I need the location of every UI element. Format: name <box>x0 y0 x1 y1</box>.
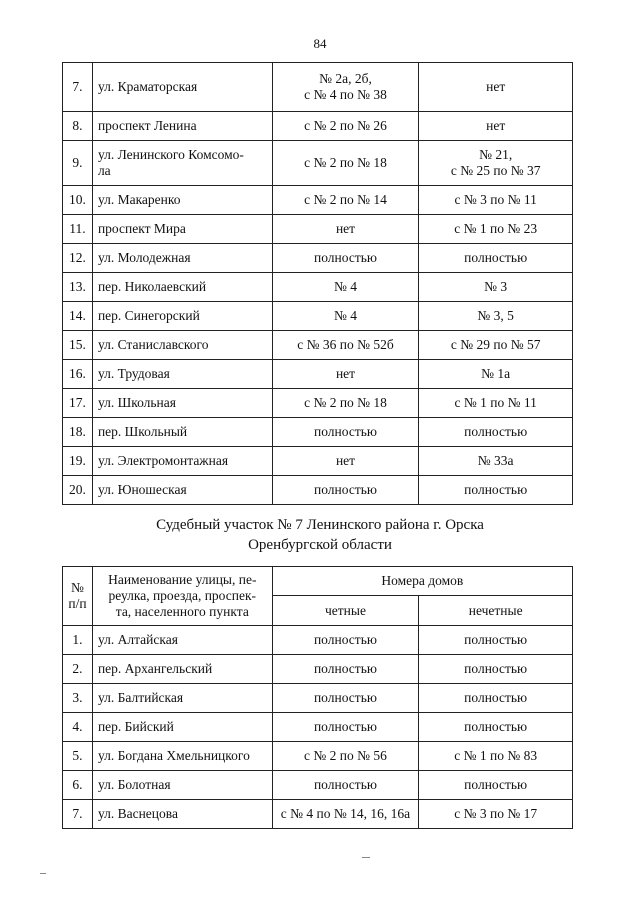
odd-houses: с № 1 по № 83 <box>419 742 573 771</box>
header-num: № п/п <box>63 567 93 626</box>
table-row <box>63 331 573 360</box>
odd-houses: № 21, с № 25 по № 37 <box>419 141 573 186</box>
odd-houses: № 3, 5 <box>419 302 573 331</box>
even-houses: полностью <box>272 684 419 713</box>
odd-houses: полностью <box>419 713 573 742</box>
odd-houses: № 3 <box>419 273 573 302</box>
section-heading-line1: Судебный участок № 7 Ленинского района г. Орска <box>156 517 484 533</box>
table-row <box>63 141 573 186</box>
row-number: 12. <box>63 244 93 273</box>
odd-houses: полностью <box>419 476 573 505</box>
street-name: пер. Школьный <box>92 418 272 447</box>
table-row <box>63 360 573 389</box>
odd-houses: № 1а <box>419 360 573 389</box>
even-houses: с № 2 по № 56 <box>272 742 419 771</box>
street-name: проспект Мира <box>92 215 272 244</box>
even-houses: полностью <box>272 626 419 655</box>
row-number: 16. <box>63 360 93 389</box>
even-houses: № 2а, 2б, с № 4 по № 38 <box>272 63 419 112</box>
odd-houses: полностью <box>419 418 573 447</box>
even-houses: нет <box>272 215 419 244</box>
row-number: 3. <box>63 684 93 713</box>
even-houses: № 4 <box>272 302 419 331</box>
row-number: 7. <box>63 800 93 829</box>
row-number: 2. <box>63 655 93 684</box>
header-even: четные <box>272 596 419 626</box>
street-table-2-header <box>63 567 573 626</box>
row-number: 5. <box>63 742 93 771</box>
even-houses: полностью <box>272 418 419 447</box>
street-name: ул. Трудовая <box>92 360 272 389</box>
even-houses: полностью <box>272 244 419 273</box>
table-row <box>63 244 573 273</box>
table-row <box>63 684 573 713</box>
street-name: ул. Балтийская <box>92 684 272 713</box>
even-houses: полностью <box>272 655 419 684</box>
even-houses: с № 2 по № 18 <box>272 389 419 418</box>
even-houses: нет <box>272 360 419 389</box>
odd-houses: с № 3 по № 17 <box>419 800 573 829</box>
even-houses: нет <box>272 447 419 476</box>
street-name: ул. Болотная <box>92 771 272 800</box>
street-name: ул. Алтайская <box>92 626 272 655</box>
even-houses: с № 2 по № 14 <box>272 186 419 215</box>
header-houses: Номера домов <box>272 567 572 596</box>
row-number: 7. <box>63 63 93 112</box>
street-table-1 <box>62 62 573 505</box>
odd-houses: полностью <box>419 655 573 684</box>
street-name: ул. Школьная <box>92 389 272 418</box>
street-name: ул. Молодежная <box>92 244 272 273</box>
even-houses: с № 36 по № 52б <box>272 331 419 360</box>
row-number: 14. <box>63 302 93 331</box>
row-number: 20. <box>63 476 93 505</box>
odd-houses: с № 29 по № 57 <box>419 331 573 360</box>
scan-mark <box>40 873 46 874</box>
street-name: ул. Ленинского Комсомо- ла <box>92 141 272 186</box>
odd-houses: полностью <box>419 626 573 655</box>
table-row <box>63 713 573 742</box>
street-table-1-body <box>63 63 573 505</box>
street-name: ул. Электромонтажная <box>92 447 272 476</box>
row-number: 13. <box>63 273 93 302</box>
page-number: 84 <box>313 36 327 51</box>
street-table-2 <box>62 566 573 829</box>
table-row <box>63 112 573 141</box>
odd-houses: с № 1 по № 11 <box>419 389 573 418</box>
header-odd: нечетные <box>419 596 573 626</box>
odd-houses: полностью <box>419 684 573 713</box>
table-row <box>63 742 573 771</box>
odd-houses: полностью <box>419 771 573 800</box>
section-heading-line2: Оренбургской области <box>248 537 392 553</box>
table-row <box>63 771 573 800</box>
street-name: ул. Юношеская <box>92 476 272 505</box>
table-row <box>63 626 573 655</box>
row-number: 19. <box>63 447 93 476</box>
table-row <box>63 302 573 331</box>
street-name: пер. Архангельский <box>92 655 272 684</box>
even-houses: полностью <box>272 771 419 800</box>
even-houses: с № 2 по № 26 <box>272 112 419 141</box>
row-number: 1. <box>63 626 93 655</box>
row-number: 8. <box>63 112 93 141</box>
even-houses: полностью <box>272 713 419 742</box>
even-houses: с № 2 по № 18 <box>272 141 419 186</box>
table-row <box>63 476 573 505</box>
table-row <box>63 273 573 302</box>
street-name: ул. Краматорская <box>92 63 272 112</box>
header-name: Наименование улицы, пе- реулка, проезда, проспек- та, населенного пункта <box>92 567 272 626</box>
row-number: 10. <box>63 186 93 215</box>
row-number: 17. <box>63 389 93 418</box>
odd-houses: нет <box>419 112 573 141</box>
street-name: ул. Богдана Хмельницкого <box>92 742 272 771</box>
odd-houses: с № 3 по № 11 <box>419 186 573 215</box>
street-name: пер. Синегорский <box>92 302 272 331</box>
odd-houses: нет <box>419 63 573 112</box>
odd-houses: полностью <box>419 244 573 273</box>
table-row <box>63 418 573 447</box>
section-heading <box>0 515 640 555</box>
scan-mark <box>362 857 370 858</box>
street-name: ул. Макаренко <box>92 186 272 215</box>
table-row <box>63 186 573 215</box>
even-houses: № 4 <box>272 273 419 302</box>
table-row <box>63 215 573 244</box>
row-number: 11. <box>63 215 93 244</box>
row-number: 15. <box>63 331 93 360</box>
table-row <box>63 447 573 476</box>
table-row <box>63 800 573 829</box>
table-row <box>63 63 573 112</box>
row-number: 6. <box>63 771 93 800</box>
street-name: пер. Бийский <box>92 713 272 742</box>
row-number: 9. <box>63 141 93 186</box>
street-name: проспект Ленина <box>92 112 272 141</box>
row-number: 4. <box>63 713 93 742</box>
even-houses: полностью <box>272 476 419 505</box>
street-name: ул. Станиславского <box>92 331 272 360</box>
street-name: пер. Николаевский <box>92 273 272 302</box>
odd-houses: № 33а <box>419 447 573 476</box>
street-table-2-body <box>63 626 573 829</box>
table-row <box>63 389 573 418</box>
odd-houses: с № 1 по № 23 <box>419 215 573 244</box>
even-houses: с № 4 по № 14, 16, 16а <box>272 800 419 829</box>
table-row <box>63 655 573 684</box>
table-header-row <box>63 567 573 596</box>
row-number: 18. <box>63 418 93 447</box>
street-name: ул. Васнецова <box>92 800 272 829</box>
